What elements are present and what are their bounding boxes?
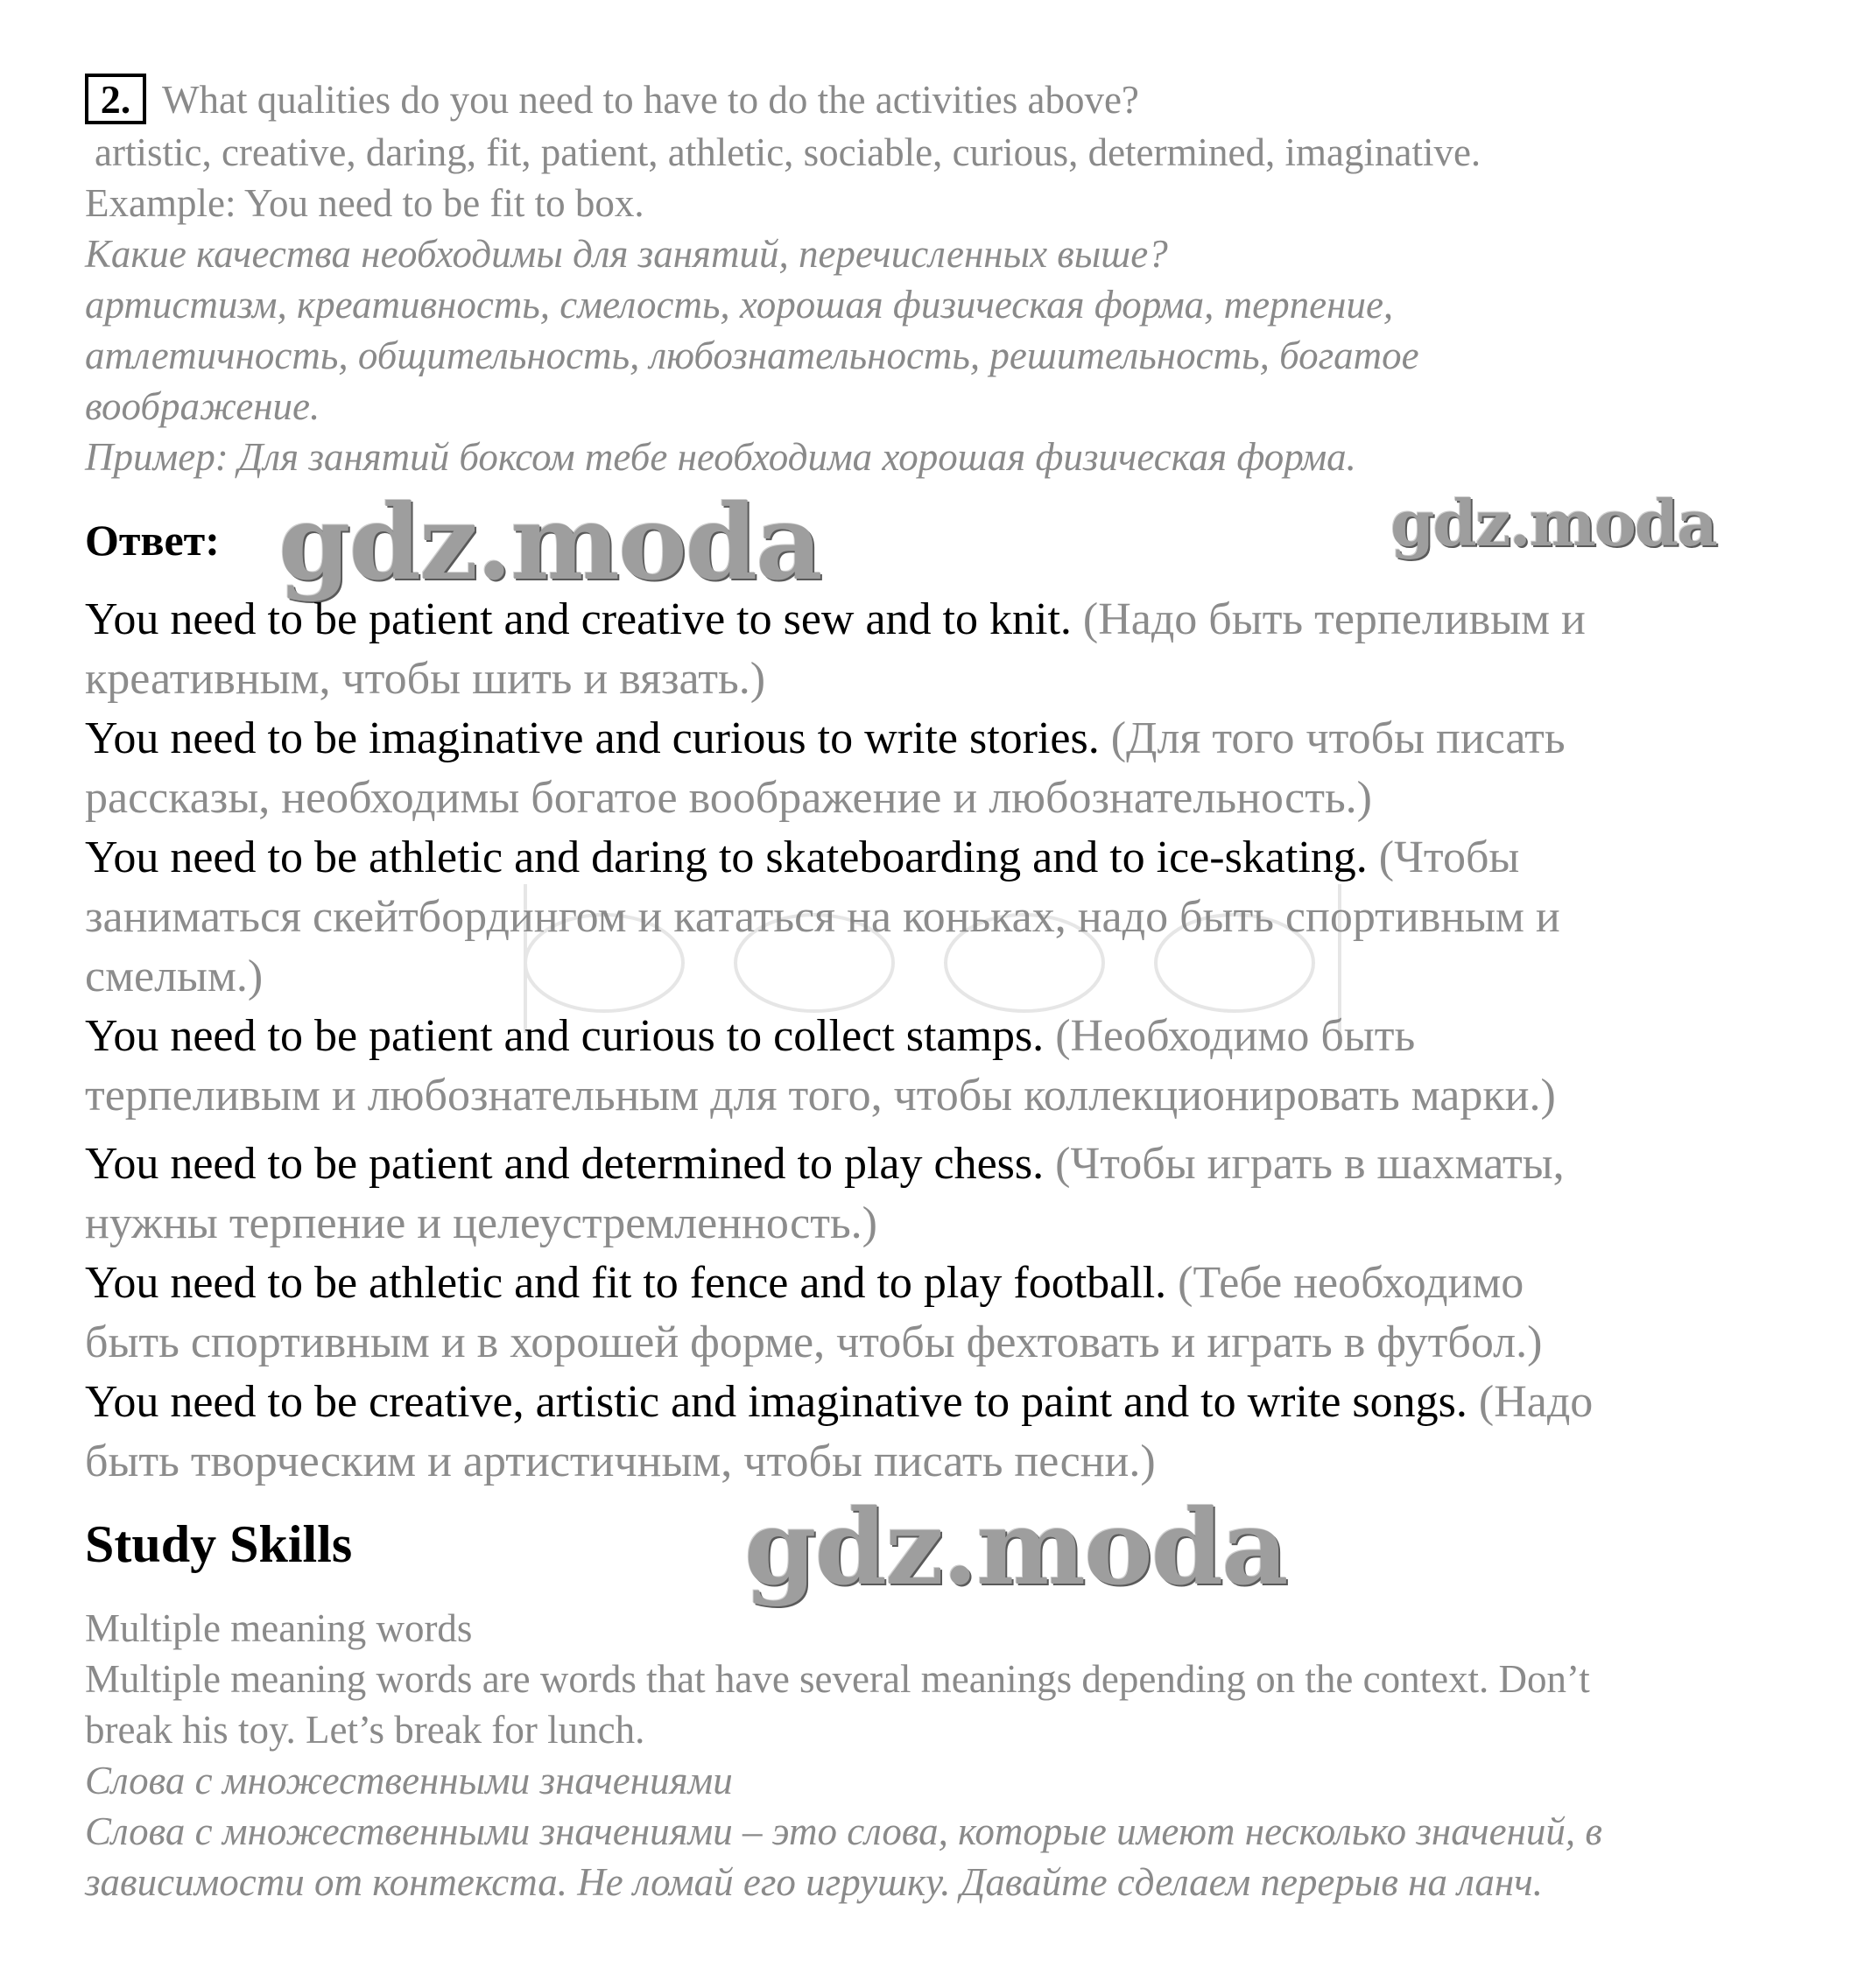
answer-ru: (Надо быть терпеливым и (1071, 594, 1586, 644)
study-skills-text-1: Multiple meaning words are words that have several meanings depending on the context. Don’t (85, 1657, 1590, 1701)
answer-ru-line: смелым.) (85, 952, 264, 1001)
study-skills-text-2: break his toy. Let’s break for lunch. (85, 1708, 645, 1752)
answer-line (85, 1254, 1524, 1313)
answer-en: You need to be patient and creative to sew and to knit. (85, 594, 1072, 644)
task-qualities: artistic, creative, daring, fit, patient, athletic, sociable, curious, determined, imaginative. (95, 130, 1481, 174)
answer-line (85, 709, 1566, 769)
answer-en: You need to be patient and curious to collect stamps. (85, 1011, 1045, 1061)
answer-ru: (Для того чтобы писать (1099, 713, 1566, 763)
task-ru-qualities-3: воображение. (85, 384, 320, 428)
answer-line (85, 1134, 1565, 1194)
answer-ru-line: быть творческим и артистичным, чтобы писать песни.) (85, 1437, 1156, 1486)
answer-line (85, 590, 1586, 650)
answer-en: You need to be athletic and daring to skateboarding and to ice-skating. (85, 832, 1368, 882)
answer-label: Ответ: (85, 516, 220, 565)
answer-ru: (Чтобы (1367, 832, 1520, 882)
answer-en: You need to be creative, artistic and imaginative to paint and to write songs. (85, 1377, 1467, 1427)
answer-line (85, 1007, 1415, 1066)
study-skills-heading: Study Skills (85, 1515, 353, 1573)
answer-ru: (Чтобы играть в шахматы, (1044, 1139, 1565, 1189)
task-ru-qualities-2: атлетичность, общительность, любознательность, решительность, богатое (85, 334, 1419, 377)
study-skills-ru-title: Слова с множественными значениями (85, 1759, 733, 1802)
answer-ru: (Необходимо быть (1044, 1011, 1416, 1061)
answer-en: You need to be patient and determined to play chess. (85, 1139, 1045, 1189)
study-skills-ru-text-1: Слова с множественными значениями – это слова, которые имеют несколько значений, в (85, 1809, 1602, 1853)
answer-ru-line: заниматься скейтбордингом и кататься на коньках, надо быть спортивным и (85, 892, 1560, 942)
answer-en: You need to be athletic and fit to fence and to play football. (85, 1258, 1167, 1308)
watermark-logo: gdz.moda (278, 481, 821, 603)
study-skills-title: Multiple meaning words (85, 1606, 473, 1650)
answer-en: You need to be imaginative and curious to write stories. (85, 713, 1100, 763)
answer-line (85, 828, 1519, 888)
task-example: Example: You need to be fit to box. (85, 181, 644, 225)
answer-ru: (Тебе необходимо (1166, 1258, 1524, 1308)
watermark-logo: gdz.moda (1390, 486, 1716, 560)
answer-ru-line: нужны терпение и целеустремленность.) (85, 1198, 877, 1248)
task-number: 2. (85, 74, 146, 124)
watermark-logo: gdz.moda (744, 1486, 1287, 1608)
task-ru-question: Какие качества необходимы для занятий, перечисленных выше? (85, 232, 1168, 276)
task-question: What qualities do you need to have to do the activities above? (162, 78, 1139, 122)
answer-line (85, 1373, 1593, 1432)
answer-ru-line: терпеливым и любознательным для того, чтобы коллекционировать марки.) (85, 1071, 1556, 1120)
answer-ru-line: креативным, чтобы шить и вязать.) (85, 654, 766, 704)
answer-ru-line: рассказы, необходимы богатое воображение и любознательность.) (85, 773, 1372, 823)
answer-ru-line: быть спортивным и в хорошей форме, чтобы фехтовать и играть в футбол.) (85, 1317, 1543, 1367)
study-skills-ru-text-2: зависимости от контекста. Не ломай его игрушку. Давайте сделаем перерыв на ланч. (85, 1860, 1543, 1904)
answer-ru: (Надо (1467, 1377, 1594, 1427)
task-ru-qualities-1: артистизм, креативность, смелость, хорошая физическая форма, терпение, (85, 283, 1394, 327)
task-ru-example: Пример: Для занятий боксом тебе необходима хорошая физическая форма. (85, 435, 1356, 479)
